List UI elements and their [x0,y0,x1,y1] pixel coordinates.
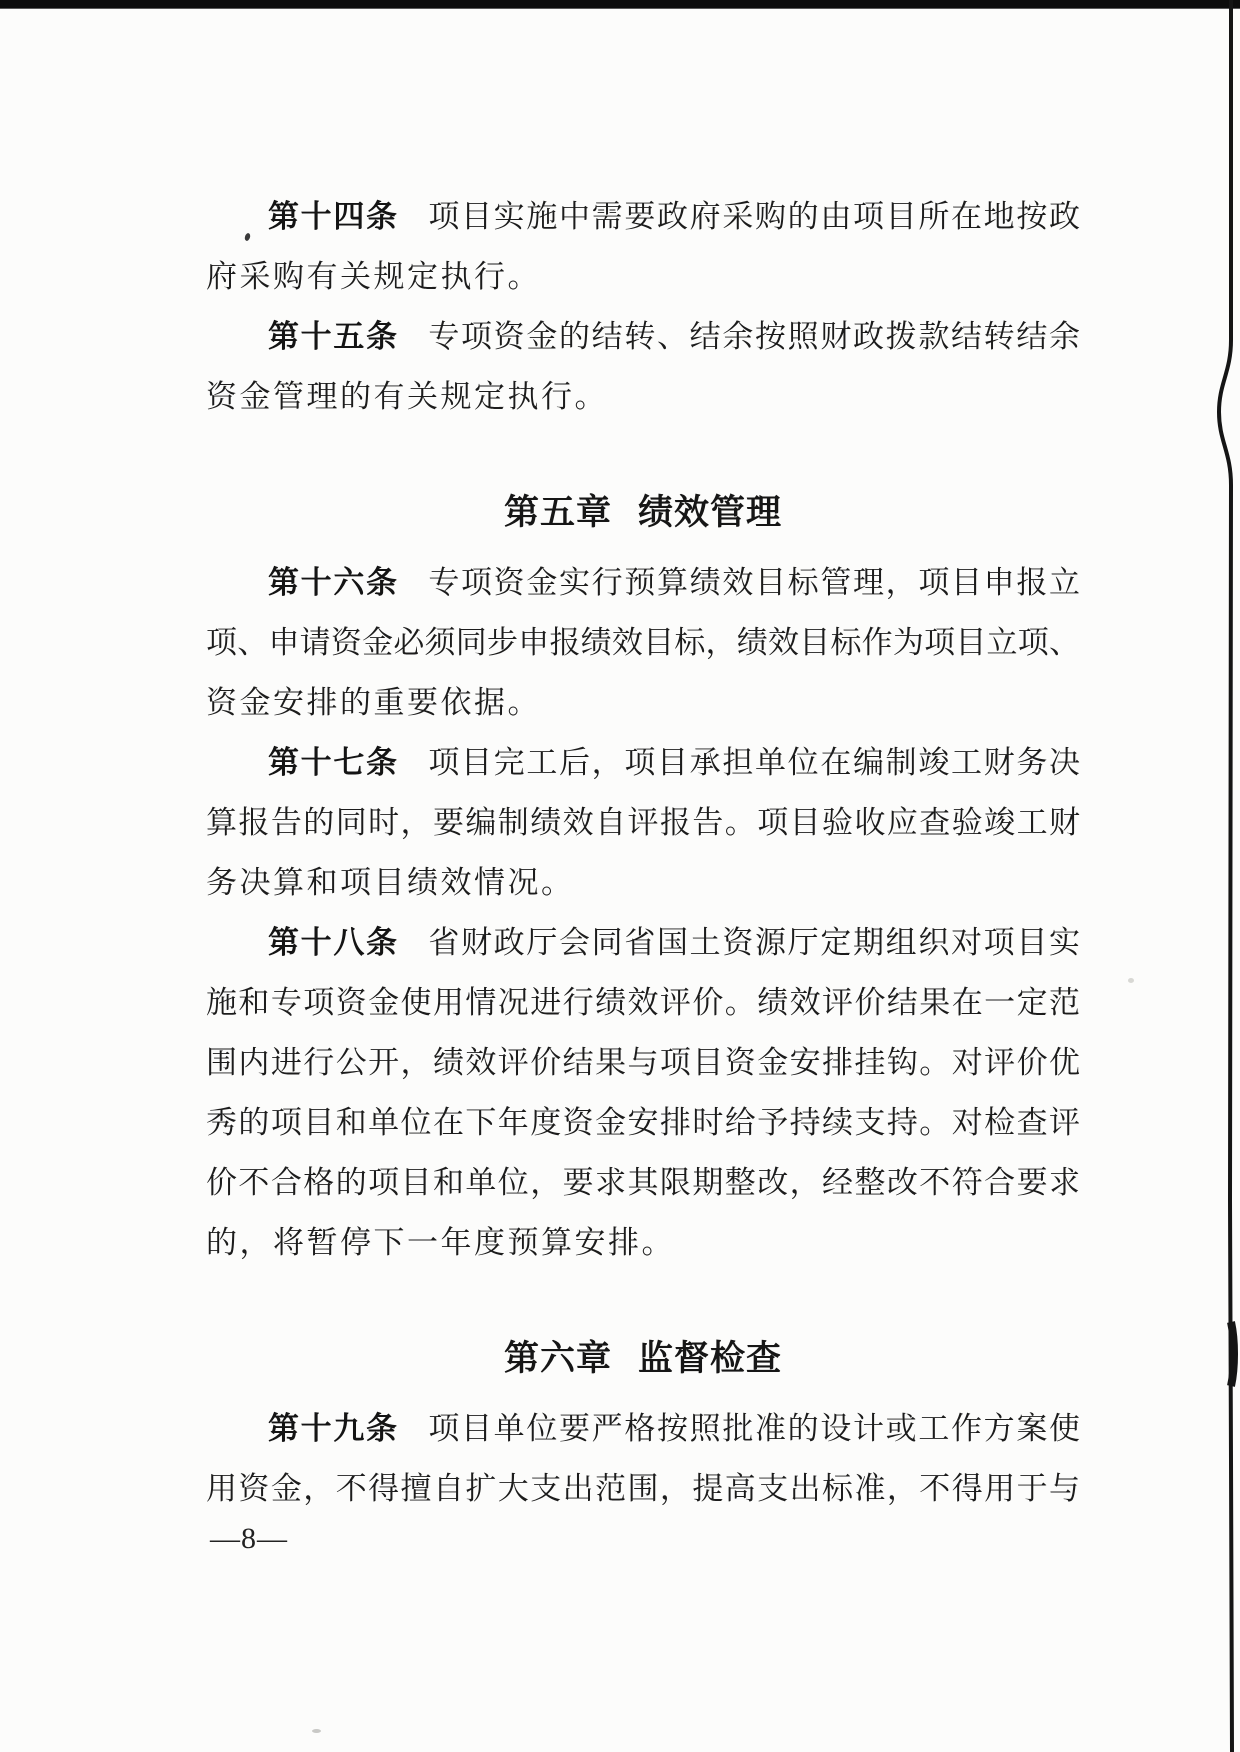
article-start-line [206,733,1080,793]
body-text-line: 资金安排的重要依据。 [206,685,541,720]
body-text-line: 项、申请资金必须同步申报绩效目标，绩效目标作为项目立项、 [206,625,1080,660]
body-text-line: 用资金，不得擅自扩大支出范围，提高支出标准，不得用于与 [206,1471,1080,1506]
chapter-title: 监督检查 [638,1339,783,1378]
article-start-line [206,553,1080,613]
article-start-line [206,187,1080,247]
article-number: 第十五条 [268,319,399,354]
body-text: 省财政厅会同省国土资源厅定期组织对项目实 [426,925,1081,960]
body-text: 项目单位要严格按照批准的设计或工作方案使 [426,1411,1081,1446]
article-number: 第十八条 [268,925,399,960]
page-number: —8— [210,1522,288,1555]
article-start-line [206,913,1080,973]
body-text: 项目完工后，项目承担单位在编制竣工财务决 [426,745,1081,780]
article-start-line [206,307,1080,367]
body-text-line: 算报告的同时，要编制绩效自评报告。项目验收应查验竣工财 [206,805,1080,840]
article-number: 第十七条 [268,745,399,780]
body-text: 项目实施中需要政府采购的由项目所在地按政 [426,199,1081,234]
body-text: 专项资金的结转、结余按照财政拨款结转结余 [426,319,1081,354]
body-text-line: 价不合格的项目和单位，要求其限期整改，经整改不符合要求 [206,1165,1080,1200]
text-column [206,187,1080,1519]
scan-top-edge-artifact [0,0,1240,9]
chapter-heading [206,1329,1080,1389]
body-text-line: 围内进行公开，绩效评价结果与项目资金安排挂钩。对评价优 [206,1045,1080,1080]
body-text-line: 施和专项资金使用情况进行绩效评价。绩效评价结果在一定范 [206,985,1080,1020]
scan-speck [312,1729,321,1733]
body-text-line: 的，将暂停下一年度预算安排。 [206,1225,675,1260]
body-text-line: 秀的项目和单位在下年度资金安排时给予持续支持。对检查评 [206,1105,1080,1140]
body-text-line: 资金管理的有关规定执行。 [206,379,608,414]
body-text-line: 府采购有关规定执行。 [206,259,541,294]
chapter-heading [206,483,1080,543]
scan-speck [1128,978,1134,983]
article-number: 第十四条 [268,199,399,234]
chapter-number: 第五章 [503,493,612,532]
chapter-number: 第六章 [503,1339,612,1378]
body-text-line: 务决算和项目绩效情况。 [206,865,575,900]
article-number: 第十六条 [268,565,399,600]
article-start-line [206,1399,1080,1459]
body-text: 专项资金实行预算绩效目标管理，项目申报立 [426,565,1081,600]
article-number: 第十九条 [268,1411,399,1446]
scan-right-edge-artifact [1206,0,1240,1752]
chapter-title: 绩效管理 [638,493,783,532]
